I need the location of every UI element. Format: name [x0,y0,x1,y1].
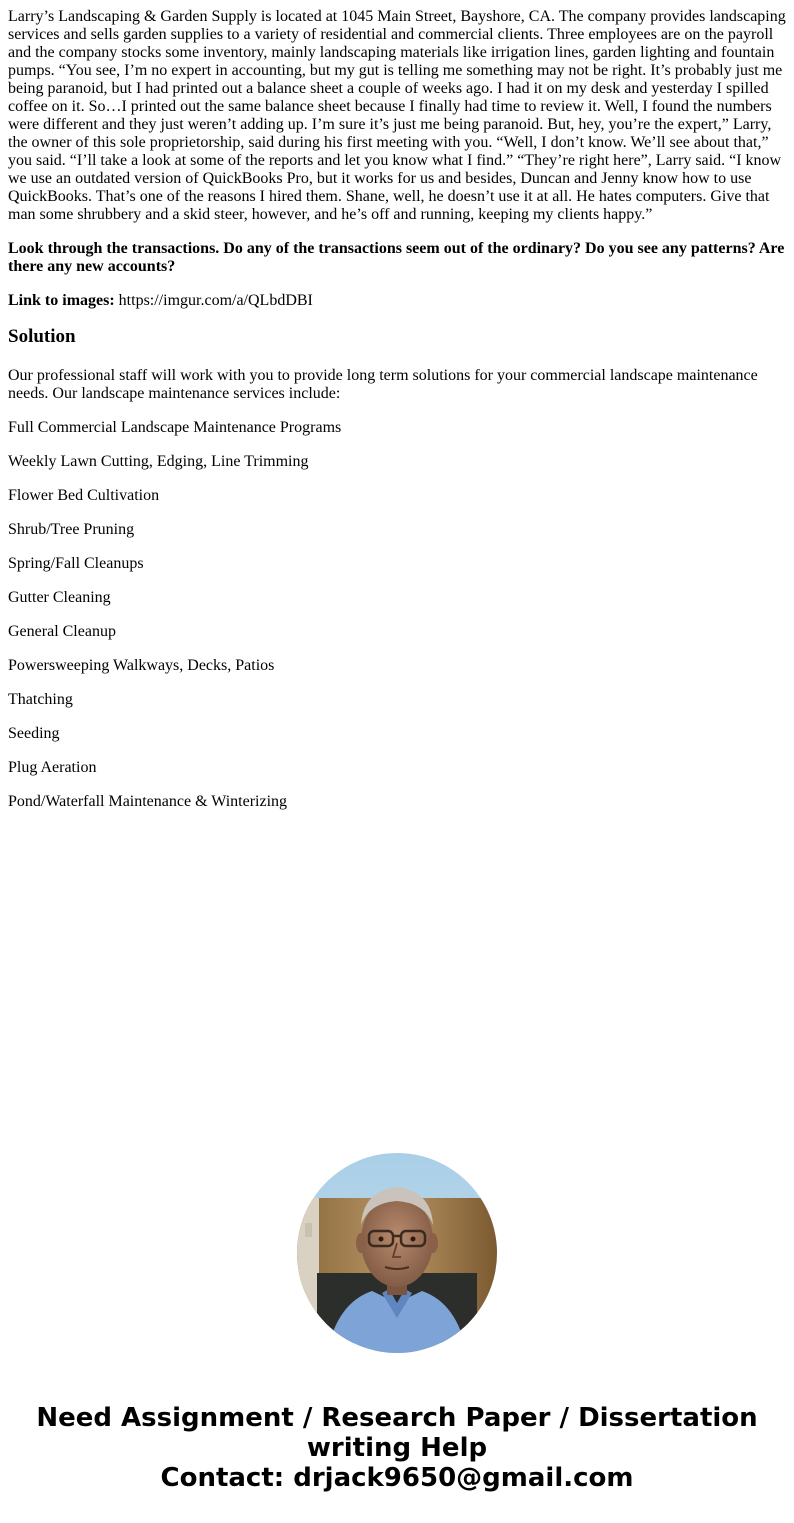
service-item: Full Commercial Landscape Maintenance Programs [8,419,342,436]
intro-paragraph: Larry’s Landscaping & Garden Supply is located at 1045 Main Street, Bayshore, CA. The company provides landscaping services and sells garden supplies to a variety of residential and commercial clients. Three employees are on the payroll and the company stocks some inventory, mainly landscaping materials like irrigation lines, garden lighting and fountain pumps. “You see, I’m no expert in accounting, but my gut is telling me something may not be right. It’s probably just me being paranoid, but I had printed out a balance sheet a couple of weeks ago. I had it on my desk and yesterday I spilled coffee on it. So…I printed out the same balance sheet because I finally had time to review it. Well, I found the numbers were different and they just weren’t adding up. I’m sure it’s just me being paranoid. But, hey, you’re the expert,” Larry, the owner of this sole proprietorship, said during his first meeting with you. “Well, I don’t know. We’ll see about that,” you said. “I’ll take a look at some of the reports and let you know what I find.” “They’re right here”, Larry said. “I know we use an outdated version of QuickBooks Pro, but it works for us and besides, Duncan and Jenny know how to use QuickBooks. That’s one of the reasons I hired them. Shane, well, he doesn’t use it at all. He hates computers. Give that man some shrubbery and a skid steer, however, and he’s off and running, keeping my clients happy.” [8,8,786,223]
services-list [8,419,788,811]
service-item: Flower Bed Cultivation [8,487,160,504]
images-link-url[interactable]: https://imgur.com/a/QLbdDBI [118,292,313,309]
solution-intro: Our professional staff will work with you to provide long term solutions for your commercial landscape maintenance needs. Our landscape maintenance services include: [8,367,758,402]
service-item: Spring/Fall Cleanups [8,555,144,572]
cta-line-2: writing Help [306,1433,488,1463]
images-link-row [8,292,788,310]
solution-heading: Solution [8,326,76,347]
service-item: Pond/Waterfall Maintenance & Winterizing [8,793,288,810]
author-avatar [297,1153,497,1353]
assignment-question: Look through the transactions. Do any of the transactions seem out of the ordinary? Do you see any patterns? Are there any new accounts? [8,240,785,275]
service-item: Powersweeping Walkways, Decks, Patios [8,657,275,674]
images-link-label: Link to images: [8,292,115,309]
service-item: General Cleanup [8,623,116,640]
service-item: Gutter Cleaning [8,589,111,606]
service-item: Shrub/Tree Pruning [8,521,135,538]
service-item: Thatching [8,691,73,708]
cta-contact-email[interactable]: Contact: drjack9650@gmail.com [160,1463,634,1493]
article-body [8,8,788,827]
service-item: Plug Aeration [8,759,97,776]
cta-line-1: Need Assignment / Research Paper / Dissertation [36,1403,758,1433]
contact-banner [0,1403,794,1493]
service-item: Seeding [8,725,60,742]
service-item: Weekly Lawn Cutting, Edging, Line Trimming [8,453,309,470]
person-portrait-icon [297,1153,497,1353]
